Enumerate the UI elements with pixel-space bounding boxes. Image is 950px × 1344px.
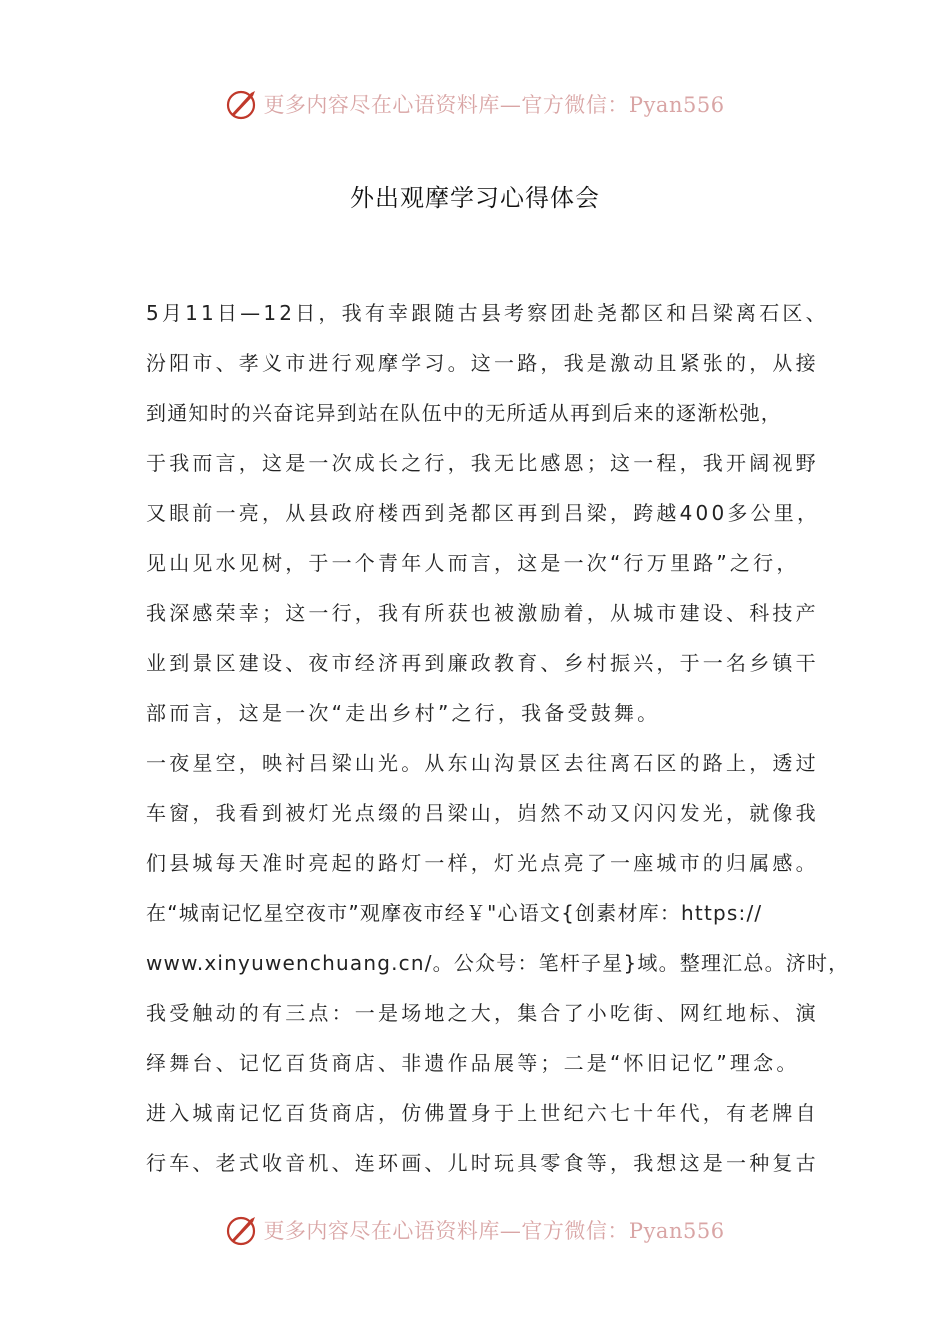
body-line: 绎舞台、记忆百货商店、非遗作品展等；二是“怀旧记忆”理念。 [146,1051,800,1075]
document-body [146,292,850,1192]
body-line: 进入城南记忆百货商店，仿佛置身于上世纪六七十年代，有老牌自 [146,1101,819,1125]
header-watermark-text: 更多内容尽在心语资料库—官方微信：Pyan556 [263,93,725,117]
body-line: 又眼前一亮，从县政府楼西到尧都区再到吕梁，跨越400多公里， [146,501,821,525]
body-line: 业到景区建设、夜市经济再到廉政教育、乡村振兴，于一名乡镇干 [146,651,819,675]
body-line: 车窗，我看到被灯光点缀的吕梁山，岿然不动又闪闪发光，就像我 [146,801,819,825]
body-line: 于我而言，这是一次成长之行，我无比感恩；这一程，我开阔视野 [146,451,819,475]
body-line: 一夜星空，映衬吕梁山光。从东山沟景区去往离石区的路上，透过 [146,751,819,775]
body-line: 在“城南记忆星空夜市”观摩夜市经￥"心语文{创素材库：https:// [146,901,763,925]
body-line: 我受触动的有三点：一是场地之大，集合了小吃街、网红地标、演 [146,1001,819,1025]
body-line: 我深感荣幸；这一行，我有所获也被激励着，从城市建设、科技产 [146,601,819,625]
header-watermark [0,84,950,124]
body-line: 汾阳市、孝义市进行观摩学习。这一路，我是激动且紧张的，从接 [146,351,819,375]
quill-logo-icon [225,1213,259,1247]
quill-logo-icon [225,87,259,121]
document-title: 外出观摩学习心得体会 [350,184,600,212]
body-line: 到通知时的兴奋诧异到站在队伍中的无所适从再到后来的逐渐松弛， [146,401,782,425]
body-line: 们县城每天准时亮起的路灯一样，灯光点亮了一座城市的归属感。 [146,851,819,875]
footer-watermark [0,1210,950,1250]
body-line: 行车、老式收音机、连环画、儿时玩具零食等，我想这是一种复古 [146,1151,819,1175]
body-line: 见山见水见树，于一个青年人而言，这是一次“行万里路”之行， [146,551,800,575]
body-line: 部而言，这是一次“走出乡村”之行，我备受鼓舞。 [146,701,661,725]
body-line: 5月11日—12日，我有幸跟随古县考察团赴尧都区和吕梁离石区、 [146,301,829,325]
footer-watermark-text: 更多内容尽在心语资料库—官方微信：Pyan556 [263,1219,725,1243]
body-line: www.xinyuwenchuang.cn/。公众号：笔杆子星}域。整理汇总。济时， [146,951,850,975]
